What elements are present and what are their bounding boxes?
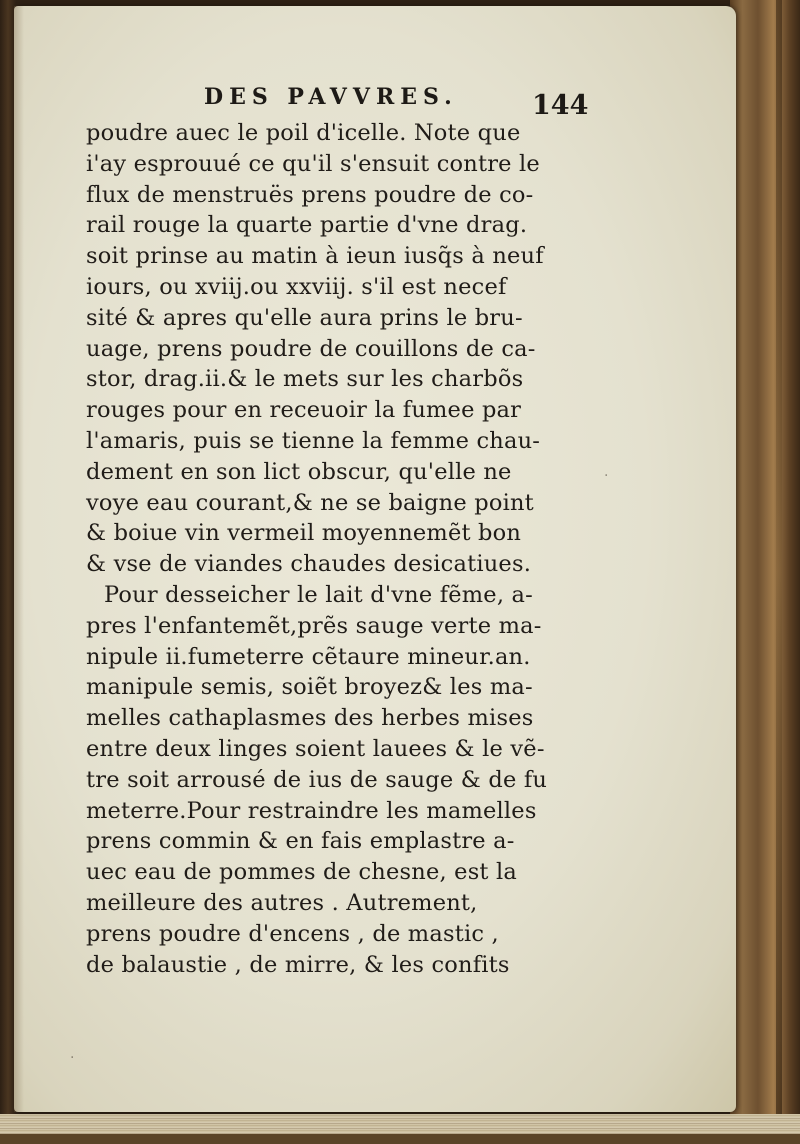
ink-speck: . [604,464,609,480]
text-line: sité & apres qu'elle aura prins le bru- [86,304,523,331]
text-line: prens poudre d'encens , de mastic , [86,920,499,947]
book-page [14,6,736,1112]
page-gutter-shade [14,6,24,1112]
text-line: rail rouge la quarte partie d'vne drag. [86,212,528,239]
paragraph-start-line: Pour desseicher le lait d'vne fẽme, a- [104,581,533,608]
text-line: pres l'enfantemẽt,prẽs sauge verte ma- [86,612,542,639]
text-line: i'ay esprouué ce qu'il s'ensuit contre le [86,150,540,177]
text-line: entre deux linges soient lauees & le vẽ- [86,735,545,762]
text-line: rouges pour en receuoir la fumee par [86,397,522,424]
text-line: voye eau courant,& ne se baigne point [86,489,534,516]
text-line: stor, drag.ii.& le mets sur les charbõs [86,366,524,393]
text-line: uage, prens poudre de couillons de ca- [86,335,536,362]
text-line: meilleure des autres . Autrement, [86,889,478,916]
text-line: tre soit arrousé de ius de sauge & de fu [86,766,548,793]
text-line: l'amaris, puis se tienne la femme chau- [86,427,541,454]
page-number: 144 [532,90,589,121]
book-binding [730,0,800,1144]
text-line: manipule semis, soiẽt broyez& les ma- [86,674,533,701]
text-line: flux de menstruës prens poudre de co- [86,181,534,208]
text-line: & boiue vin vermeil moyennemẽt bon [86,520,522,547]
text-line: soit prinse au matin à ieun iusq̃s à neuf [86,243,544,270]
text-line: uec eau de pommes de chesne, est la [86,859,518,886]
body-text [86,118,586,980]
text-line: de balaustie , de mirre, & les confits [86,951,510,978]
ink-speck: . [70,1046,75,1062]
bottom-shadow [0,1134,800,1144]
text-line: iours, ou xviij.ou xxviij. s'il est necef [86,273,507,300]
text-line: meterre.Pour restraindre les mamelles [86,797,537,824]
text-line: nipule ii.fumeterre cẽtaure mineur.an. [86,643,531,670]
text-line: prens commin & en fais emplastre a- [86,828,515,855]
binding-streak [776,0,782,1144]
running-head: DES PAVVRES. [204,84,458,110]
text-line: dement en son lict obscur, qu'elle ne [86,458,512,485]
text-line: poudre auec le poil d'icelle. Note que [86,120,521,146]
text-line: melles cathaplasmes des herbes mises [86,705,534,732]
text-line: & vse de viandes chaudes desicatiues. [86,551,532,578]
